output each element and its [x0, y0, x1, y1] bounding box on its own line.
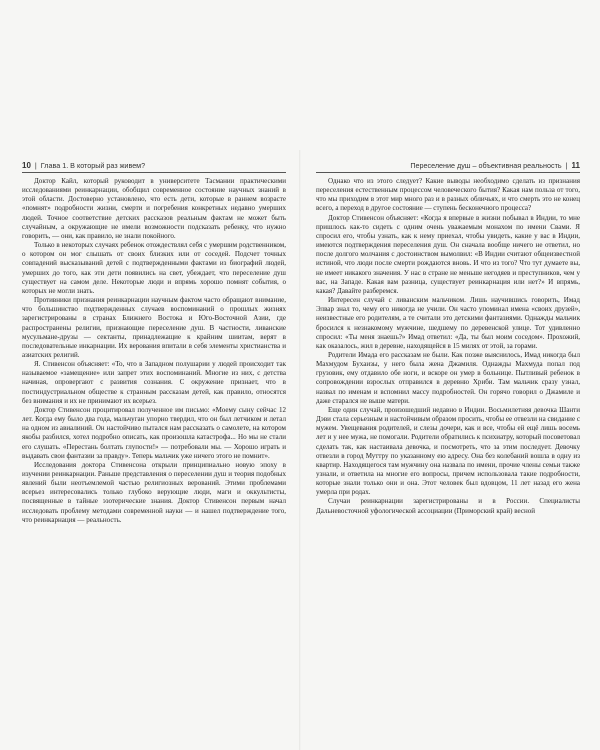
- section-title: Переселение душ – объективная реальность: [410, 161, 562, 170]
- paragraph: Исследования доктора Стивенсона открыли принципиально новую эпоху в изучении реинкарнации. Раньше представления о переселении душ и теория подобных явлений были неотъемлемой частью религиозных верований. Этими проблемами всерьез интересовались только глубоко верующие люди, маги и оккультисты, посвященные в тайные эзотерические знания. Доктор Стивенсон первым начал исследовать проблему методами современной науки — и нашел подтверждение того, что реинкарнация — реальность.: [22, 460, 286, 524]
- paragraph: Доктор Кайл, который руководит в университете Тасмании практическими исследованиями реинкарнации, обобщил современное состояние научных знаний в этой области. Достоверно установлено, что есть дети, которые в раннем возрасте «помнят» подробности жизни, смерти и погребения конкретных недавно умерших людей. Точное соответствие детских рассказов реальным фактам не может быть случайным, а окружающие не имели возможности подсказать ребенку, что нужно говорить, — они, как правило, не знали покойного.: [22, 177, 286, 240]
- left-page: [22, 160, 286, 525]
- paragraph: Только в некоторых случаях ребенок отождествлял себя с умершим родственником, о котором он мог слышать от своих близких или от соседей. Подсчет точных совпадений высказываний детей с подтвержденными фактами из биографий людей, умерших до того, как эти дети появились на свет, убеждает, что переселение душ существует на самом деле. Некоторые люди и впрямь хорошо помнят события, о которых не могли знать.: [22, 241, 286, 295]
- paragraph: Я. Стивенсон объясняет: «То, что в Западном полушарии у людей происходит так называемое «замещение» или запрет этих воспоминаний. Многие из них, с детства начиная, опровергают с развития сознания. С окружение признает, что в постиндустриальном обществе к странным рассказам детей, как правило, относятся без внимания и их не принимают их всерьез.: [22, 360, 286, 405]
- left-running-head: [22, 160, 286, 173]
- chapter-title: Глава 1. В который раз живем?: [40, 161, 146, 170]
- paragraph: Доктор Стивенсон процитировал полученное им письмо: «Моему сыну сейчас 12 лет. Когда ему было два года, мальчуган упорно твердил, что он был летчиком и летал на одном из авиалиний. Он настойчиво пытался нам рассказать о самолете, на котором якобы разбился, хотел подробно описать, как произошла катастрофа... Но мы не стали его слушать. «Перестань болтать глупости!» — потребовали мы. — Хорошо играть и выдавать свои фантазии за правду». Теперь мальчик уже ничего этого не помнит».: [22, 405, 286, 460]
- paragraph: Родители Имада его рассказам не были. Как позже выяснилось, Имад никогда был Махмудом Бухаизы, у него была жена Джамиля. Однажды Махмуда попал под грузовик, ему отдавило обе ноги, и вскоре он умер в больнице. Пытливый ребенок в сопровождении взрослых отправился в деревню Хриби. Там мальчик сразу узнал, назвал по именам и вспомнил массу подробностей. Он горячо говорил о Джамиле и даже старался не выше матери.: [316, 350, 580, 405]
- right-running-head: [316, 160, 580, 173]
- page-number: 11: [571, 161, 580, 170]
- page-gutter: [299, 150, 301, 750]
- page-number: 10: [22, 161, 31, 170]
- left-page-body: [22, 177, 286, 525]
- paragraph: Противники признания реинкарнации научным фактом часто обращают внимание, что большинство подтвержденных случаев воспоминаний о прошлых жизнях зарегистрированы в странах Ближнего Востока и Юго-Восточной Азии, где распространены религии, признающие переселение душ. В частности, ливанские мусульмане-друзы — сектанты, принадлежащие к крайним шиитам, верят в последовательные инкарнации. Их верования впитали в себя элементы христианства и азиатских религий.: [22, 296, 286, 359]
- paragraph: Еще один случай, произошедший недавно в Индии. Восьмилетняя девочка Шанти Дэви стала серьезным и настойчивым образом просить, чтобы ее отвезли на свидание с мужем. Увещевания родителей, и слезы дочери, как и все, чтобы ей ещё лишь восемь лет и у нее мужа, не помогали. Родители обратились к психиатру, который посоветовал сделать так, как настаивала девочка, и посмотреть, что за этим последует. Девочку отвезли в город Муттру по указанному ею адресу. Она без колебаний вошла в одну из квартир. Находящегося там мужчину она назвала по имени, прочие члены семьи также узнали, и ответила на многие его вопросы, причем использовала такие подробности, которые знали только они и она. Этот человек был вдовцом, 11 лет назад его жена умерла при родах.: [316, 405, 580, 497]
- paragraph: Интересен случай с ливанским мальчиком. Лишь научившись говорить, Имад Элвар знал то, чему его никогда не учили. Он часто упоминал имена «своих друзей», неизвестные его родителям, а те считали это детскими фантазиями. Однажды мальчик бросился к незнакомому мужчине, шедшему по деревенской улице. Тот удивленно спросил: «Ты меня знаешь?» Имад ответил: «Да, ты был моим соседом». Прохожий, как оказалось, жил в деревне, находящейся в 15 милях от этой, за горами.: [316, 296, 580, 350]
- paragraph: Однако что из этого следует? Какие выводы необходимо сделать из признания переселения естественным процессом человеческого бытия? Какая нам польза от того, что мы приходим в этот мир много раз и в разных обличьях, и что смерть это не конец всего, а переход в другое состояние — ступень бесконечного процесса?: [316, 177, 580, 213]
- header-separator: |: [34, 161, 37, 170]
- right-page: [316, 160, 580, 516]
- paragraph: Доктор Стивенсон объясняет: «Когда я впервые в жизни побывал в Индии, то мне пришлось как-то сидеть с одним очень уважаемым монахом по имени Свами. Я спросил его, чтобы узнать, как к нему приехал, чтобы увидеть, какие у вас в Индии, имеются подтверждения переселения душ. Он сначала вообще ничего не ответил, но после долгого молчания с достоинством вымолвил: «В Индии считают общеизвестной истиной, что люди после смерти рождаются вновь. И что из того? Что тут думаете вы, не имеет никакого значения. У нас в стране не меньше негодяев и преступников, чем у вас, на Западе. Какая вам разница, существует реинкарнация или нет?» И впрямь, какая? Давайте разберемся.: [316, 213, 580, 295]
- header-separator: |: [565, 161, 568, 170]
- paragraph: Случаи реинкарнации зарегистрированы и в России. Специалисты Дальневосточной уфологической ассоциации (Приморский край) весной: [316, 497, 580, 515]
- right-page-body: [316, 177, 580, 516]
